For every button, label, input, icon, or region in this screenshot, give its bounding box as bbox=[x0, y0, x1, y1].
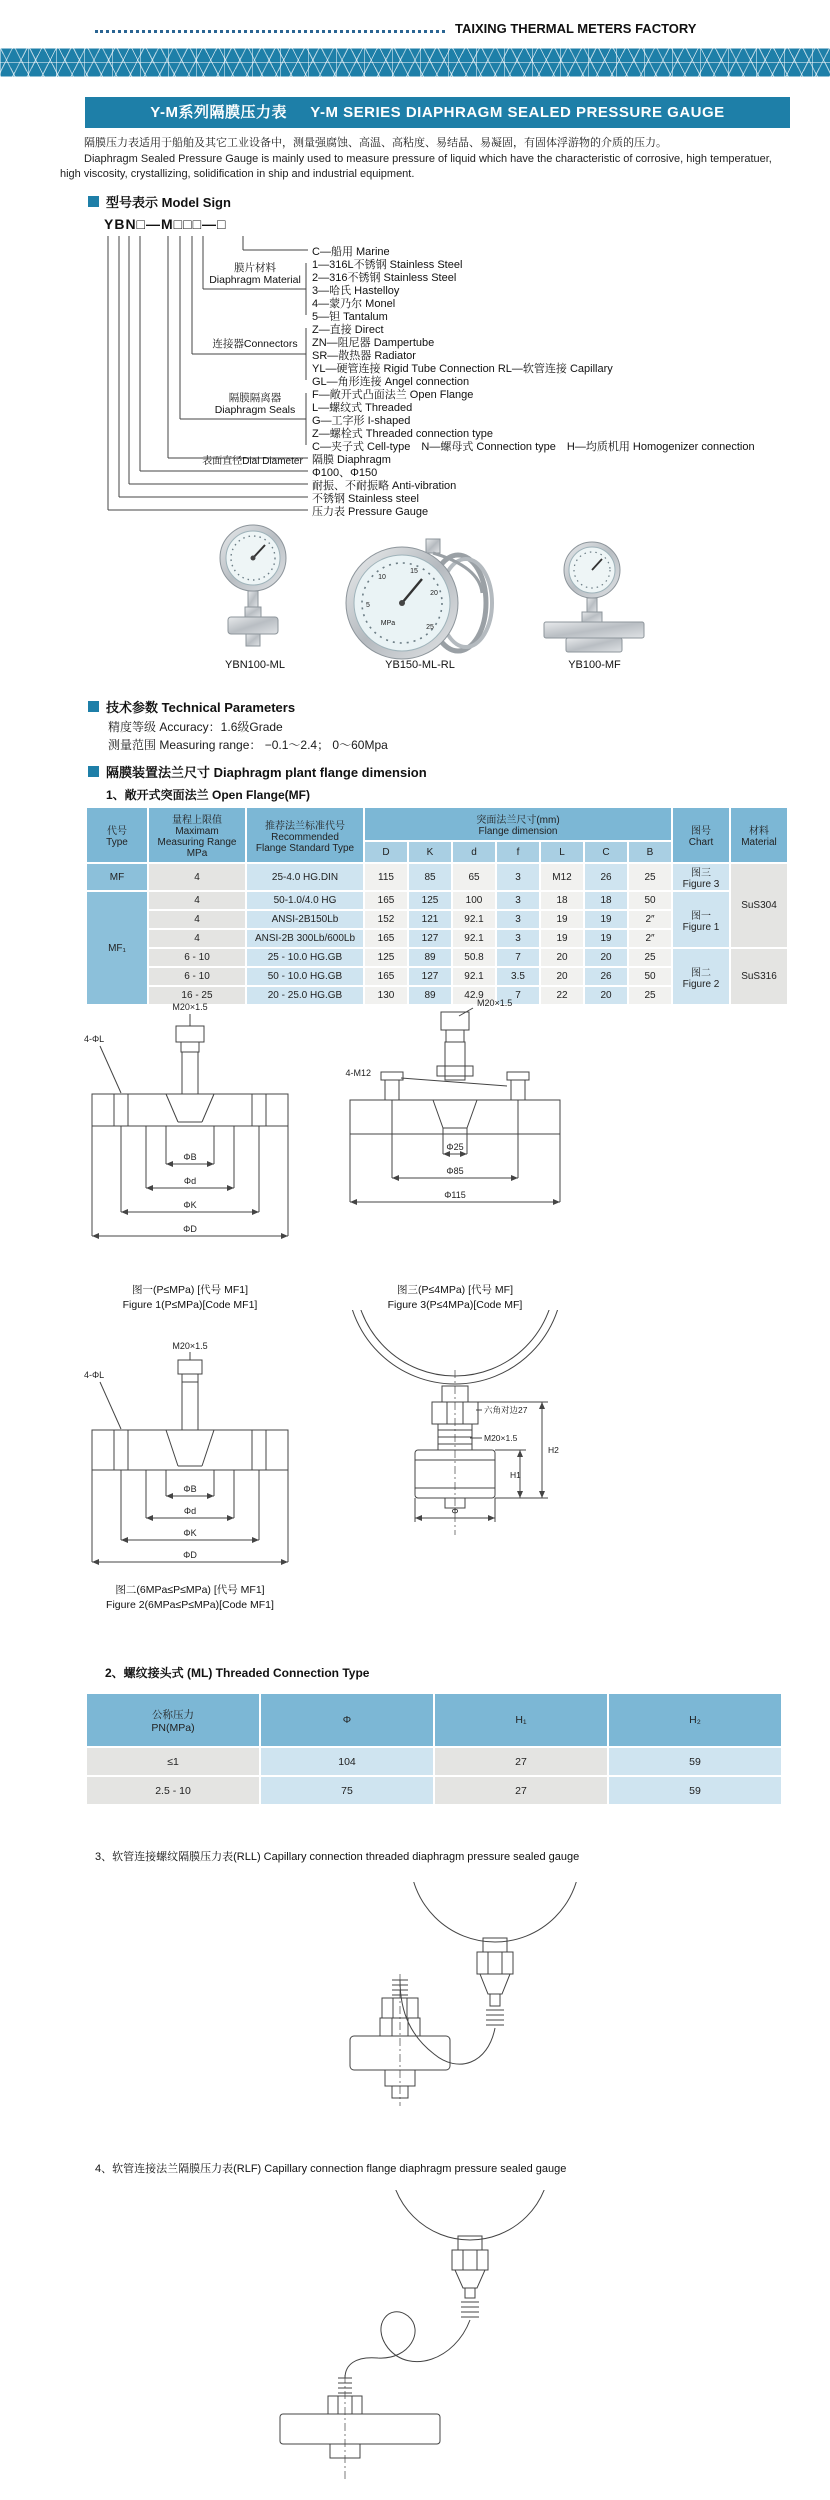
hdr-mat-cn: 材料 bbox=[749, 826, 769, 837]
cell-d: 92.1 bbox=[453, 911, 495, 928]
dim-label-phi: Φ bbox=[451, 1506, 459, 1516]
dial-diameter-label: 表面直径Dial Diameter bbox=[202, 456, 303, 467]
cell-K: 121 bbox=[409, 911, 451, 928]
model-item-diaphragm: 隔膜 Diaphragm bbox=[312, 454, 391, 466]
model-sign-diagram bbox=[60, 212, 820, 542]
intro-cn: 隔膜压力表适用于船舶及其它工业设备中，测量强腐蚀、高温、高粘度、易结晶、易凝固，有固体浮游物的介质的压力。 bbox=[84, 137, 667, 149]
col-header-chart bbox=[673, 808, 729, 862]
gauge-photo-ybn100ml bbox=[195, 523, 315, 663]
figure3-caption-cn: 图三(P≤4MPa) [代号 MF] bbox=[396, 1284, 514, 1296]
table-row bbox=[87, 949, 787, 966]
cell-D: 152 bbox=[365, 911, 407, 928]
flange-subheading: 1、敞开式突面法兰 Open Flange(MF) bbox=[106, 788, 311, 802]
figure1-caption-en: Figure 1(P≤MPa)[Code MF1] bbox=[122, 1299, 258, 1311]
dim-label-m20: M20×1.5 bbox=[484, 1433, 518, 1443]
page-title-cn: Y-M系列隔膜压力表 bbox=[150, 104, 287, 121]
dim-label-4phiL: 4-ΦL bbox=[84, 1370, 105, 1380]
figure2-drawing bbox=[70, 1340, 310, 1580]
hdr-range-en2: Measuring Range bbox=[157, 837, 237, 848]
dim-label-phiB: ΦB bbox=[183, 1484, 197, 1494]
diaphragm-material-label bbox=[205, 262, 305, 286]
cell-K: 125 bbox=[409, 892, 451, 909]
flange-section-heading-text: 隔膜装置法兰尺寸 Diaphragm plant flange dimension bbox=[106, 765, 427, 780]
cell-L: 20 bbox=[541, 949, 583, 966]
cell-range: 4 bbox=[149, 892, 245, 909]
dim-col-B: B bbox=[629, 842, 671, 862]
figure3-caption-en: Figure 3(P≤4MPa)[Code MF] bbox=[387, 1299, 523, 1311]
cell-std: 20 - 25.0 HG.GB bbox=[247, 987, 363, 1004]
cell-f: 3 bbox=[497, 930, 539, 947]
cell-d: 92.1 bbox=[453, 930, 495, 947]
cell-d: 50.8 bbox=[453, 949, 495, 966]
cell-D: 130 bbox=[365, 987, 407, 1004]
ml-cell-h1: 27 bbox=[435, 1748, 607, 1775]
figure2-caption-en: Figure 2(6MPa≤P≤MPa)[Code MF1] bbox=[106, 1599, 274, 1611]
dim-label-phi25: Φ25 bbox=[446, 1142, 464, 1152]
chart1-cn: 图一 bbox=[691, 910, 711, 922]
cell-B: 2″ bbox=[629, 911, 671, 928]
ml-cell-phi: 75 bbox=[261, 1777, 433, 1804]
cell-K: 85 bbox=[409, 864, 451, 890]
ml-cell-h1: 27 bbox=[435, 1777, 607, 1804]
chart-cell bbox=[673, 949, 729, 1004]
cell-D: 125 bbox=[365, 949, 407, 966]
dim-label-h2: H2 bbox=[548, 1445, 559, 1455]
col-header-type bbox=[87, 808, 147, 862]
cell-std: ANSI-2B 300Lb/600Lb bbox=[247, 930, 363, 947]
table-row bbox=[87, 1748, 781, 1775]
hdr-std-cn: 推荐法兰标准代号 bbox=[265, 820, 345, 832]
ml-header-h1: H₁ bbox=[435, 1694, 607, 1746]
cell-K: 89 bbox=[409, 987, 451, 1004]
section-bullet-icon bbox=[88, 701, 99, 712]
material-item: 1—316L不锈钢 Stainless Steel bbox=[312, 259, 463, 271]
chart3-cn: 图三 bbox=[691, 868, 711, 879]
page-title bbox=[85, 97, 790, 128]
tech-params-heading-text: 技术参数 Technical Parameters bbox=[106, 700, 296, 715]
cell-L: 18 bbox=[541, 892, 583, 909]
flange-table bbox=[85, 806, 789, 1006]
connector-item: ZN—阻尼器 Dampertube bbox=[312, 337, 435, 349]
seal-item: C—夹子式 Cell-type N—螺母式 Connection type H—均质机用 Homogenizer connection bbox=[312, 441, 755, 453]
dial-number: 25 bbox=[426, 624, 434, 631]
table-row bbox=[87, 864, 787, 890]
dial-unit: MPa bbox=[380, 620, 396, 627]
figure2-caption bbox=[70, 1583, 310, 1613]
material-cell: SuS316 bbox=[731, 949, 787, 1004]
cell-C: 26 bbox=[585, 864, 627, 890]
cell-f: 3.5 bbox=[497, 968, 539, 985]
chart-cell bbox=[673, 864, 729, 890]
figure3-caption bbox=[315, 1283, 595, 1313]
dim-label-phid: Φd bbox=[183, 1176, 197, 1186]
dim-col-L: L bbox=[541, 842, 583, 862]
cell-C: 20 bbox=[585, 949, 627, 966]
dim-col-d: d bbox=[453, 842, 495, 862]
hdr-dim-cn: 突面法兰尺寸(mm) bbox=[476, 815, 560, 826]
connector-item: Z—直接 Direct bbox=[312, 324, 384, 336]
ml-table bbox=[85, 1692, 783, 1806]
chart-cell bbox=[673, 892, 729, 947]
ml-cell-pn: 2.5 - 10 bbox=[87, 1777, 259, 1804]
cell-f: 3 bbox=[497, 911, 539, 928]
model-item-steel: 不锈钢 Stainless steel bbox=[312, 493, 419, 505]
dim-label-m20: M20×1.5 bbox=[172, 1341, 208, 1351]
dial-number: 5 bbox=[366, 602, 370, 609]
cell-std: 25-4.0 HG.DIN bbox=[247, 864, 363, 890]
figure3-drawing bbox=[315, 988, 595, 1258]
cell-d: 42.9 bbox=[453, 987, 495, 1004]
ml-cell-h2: 59 bbox=[609, 1777, 781, 1804]
col-header-dimension bbox=[365, 808, 671, 840]
cell-std: 50-1.0/4.0 HG bbox=[247, 892, 363, 909]
figure1-drawing bbox=[70, 998, 310, 1258]
gauge-photo-yb150mlrl bbox=[330, 533, 505, 665]
model-sign-heading-text: 型号表示 Model Sign bbox=[106, 195, 231, 210]
chart2-cn: 图二 bbox=[691, 967, 711, 979]
cell-range: 6 - 10 bbox=[149, 949, 245, 966]
material-item: 3—哈氏 Hastelloy bbox=[312, 285, 400, 297]
model-sign-heading bbox=[88, 192, 231, 211]
dim-label-phid: Φd bbox=[183, 1506, 197, 1516]
cell-B: 25 bbox=[629, 949, 671, 966]
cell-D: 115 bbox=[365, 864, 407, 890]
cell-K: 127 bbox=[409, 968, 451, 985]
ml-section-heading: 2、螺纹接头式 (ML) Threaded Connection Type bbox=[105, 1666, 370, 1680]
type-cell: MF₁ bbox=[87, 892, 147, 1004]
hdr-chart-cn: 图号 bbox=[691, 826, 711, 837]
intro-en: Diaphragm Sealed Pressure Gauge is mainly used to measure pressure of liquid which have the characteristic of corrosive, high temperatuer, high viscosity, crystallizing, solidification in ship and industrial equipment. bbox=[60, 153, 772, 180]
hdr-mat-en: Material bbox=[741, 837, 777, 848]
cell-range: 16 - 25 bbox=[149, 987, 245, 1004]
model-item-gauge: 压力表 Pressure Gauge bbox=[312, 506, 429, 518]
dim-label-h1: H1 bbox=[510, 1470, 521, 1480]
cell-d: 65 bbox=[453, 864, 495, 890]
cell-C: 18 bbox=[585, 892, 627, 909]
cell-C: 20 bbox=[585, 987, 627, 1004]
hdr-type-en: Type bbox=[106, 837, 128, 848]
hdr-chart-en: Chart bbox=[688, 837, 714, 848]
cell-range: 6 - 10 bbox=[149, 968, 245, 985]
rlf-drawing bbox=[250, 2190, 550, 2500]
dial-number: 10 bbox=[378, 574, 386, 581]
material-cell: SuS304 bbox=[731, 864, 787, 947]
cell-L: 22 bbox=[541, 987, 583, 1004]
ml-cell-pn: ≤1 bbox=[87, 1748, 259, 1775]
dim-col-C: C bbox=[585, 842, 627, 862]
cell-f: 7 bbox=[497, 987, 539, 1004]
cell-f: 3 bbox=[497, 864, 539, 890]
cell-L: M12 bbox=[541, 864, 583, 890]
diaphragm-seals-label-cn: 隔膜隔离器 bbox=[228, 392, 282, 404]
photo-caption: YBN100-ML bbox=[225, 659, 285, 671]
cell-range: 4 bbox=[149, 930, 245, 947]
cell-B: 50 bbox=[629, 968, 671, 985]
col-header-range bbox=[149, 808, 245, 862]
chart3-en: Figure 3 bbox=[682, 879, 720, 890]
ml-header-h2: H₂ bbox=[609, 1694, 781, 1746]
figure1-caption bbox=[70, 1283, 310, 1313]
cell-std: 50 - 10.0 HG.GB bbox=[247, 968, 363, 985]
cell-D: 165 bbox=[365, 892, 407, 909]
cell-D: 165 bbox=[365, 930, 407, 947]
ml-header-pn-cn: 公称压力 bbox=[152, 1708, 194, 1721]
dim-label-m20: M20×1.5 bbox=[172, 1002, 208, 1012]
col-header-material bbox=[731, 808, 787, 862]
ml-type-drawing bbox=[320, 1310, 590, 1630]
connector-item: YL—硬管连接 Rigid Tube Connection RL—软管连接 Capillary bbox=[312, 363, 613, 375]
diaphragm-seals-label bbox=[205, 392, 305, 416]
range-line: 测量范围 Measuring range： −0.1～2.4； 0～60Mpa bbox=[108, 738, 388, 752]
dim-label-phi115: Φ115 bbox=[444, 1190, 466, 1200]
hdr-std-en1: Recommended bbox=[271, 831, 339, 843]
rll-drawing bbox=[330, 1882, 580, 2142]
cell-B: 25 bbox=[629, 864, 671, 890]
cell-L: 19 bbox=[541, 911, 583, 928]
dim-col-f: f bbox=[497, 842, 539, 862]
flange-section-heading bbox=[88, 762, 427, 781]
connector-item: GL—角形连接 Angel connection bbox=[312, 376, 470, 388]
chart2-en: Figure 2 bbox=[682, 978, 720, 990]
cell-range: 4 bbox=[149, 864, 245, 890]
cell-f: 7 bbox=[497, 949, 539, 966]
dim-label-hex27: 六角对边27 bbox=[484, 1405, 528, 1415]
dim-label-m20: M20×1.5 bbox=[477, 998, 513, 1008]
dim-label-phiK: ΦK bbox=[183, 1528, 197, 1538]
dim-label-phiD: ΦD bbox=[183, 1550, 197, 1560]
model-code: YBN□—M□□□—□ bbox=[104, 216, 227, 232]
cell-std: 25 - 10.0 HG.GB bbox=[247, 949, 363, 966]
dim-label-phi85: Φ85 bbox=[446, 1166, 464, 1176]
diaphragm-seals-label-en: Diaphragm Seals bbox=[214, 404, 296, 416]
col-header-standard bbox=[247, 808, 363, 862]
cell-d: 100 bbox=[453, 892, 495, 909]
table-row bbox=[87, 1777, 781, 1804]
hdr-std-en2: Flange Standard Type bbox=[255, 842, 355, 854]
hdr-type-cn: 代号 bbox=[107, 826, 127, 837]
photo-caption: YB100-MF bbox=[568, 659, 621, 671]
table-row bbox=[87, 892, 787, 909]
hdr-range-cn: 量程上限值 bbox=[172, 815, 222, 826]
dial-number: 20 bbox=[430, 590, 438, 597]
dim-col-K: K bbox=[409, 842, 451, 862]
cell-C: 19 bbox=[585, 930, 627, 947]
page-title-en: Y-M SERIES DIAPHRAGM SEALED PRESSURE GAUGE bbox=[310, 104, 725, 121]
model-item-dial: Φ100、Φ150 bbox=[312, 467, 378, 479]
diaphragm-material-label-cn: 膜片材料 bbox=[234, 262, 276, 274]
cell-B: 25 bbox=[629, 987, 671, 1004]
gauge-photo-yb100mf bbox=[530, 540, 660, 665]
dim-label-phiB: ΦB bbox=[183, 1152, 197, 1162]
cell-C: 26 bbox=[585, 968, 627, 985]
rll-section-heading: 3、软管连接螺纹隔膜压力表(RLL) Capillary connection threaded diaphragm pressure sealed gauge bbox=[95, 1851, 580, 1863]
connector-item: SR—散热器 Radiator bbox=[312, 350, 416, 362]
ml-header-pn bbox=[87, 1694, 259, 1746]
cell-B: 2″ bbox=[629, 930, 671, 947]
ml-cell-phi: 104 bbox=[261, 1748, 433, 1775]
hdr-range-en1: Maximam bbox=[175, 826, 219, 837]
figure2-caption-cn: 图二(6MPa≤P≤MPa) [代号 MF1] bbox=[115, 1584, 265, 1596]
model-item-vibration: 耐振、不耐振略 Anti-vibration bbox=[312, 480, 457, 492]
cell-K: 127 bbox=[409, 930, 451, 947]
rlf-section-heading: 4、软管连接法兰隔膜压力表(RLF) Capillary connection flange diaphragm pressure sealed gauge bbox=[95, 2163, 567, 2175]
photo-caption: YB150-ML-RL bbox=[385, 659, 455, 671]
factory-name: TAIXING THERMAL METERS FACTORY bbox=[455, 21, 697, 36]
tech-params-heading bbox=[88, 697, 295, 716]
cell-d: 92.1 bbox=[453, 968, 495, 985]
cell-std: ANSI-2B150Lb bbox=[247, 911, 363, 928]
connectors-label: 连接器Connectors bbox=[212, 338, 298, 350]
type-cell: MF bbox=[87, 864, 147, 890]
dim-label-phiK: ΦK bbox=[183, 1200, 197, 1210]
ml-header-pn-en: PN(MPa) bbox=[151, 1721, 195, 1734]
cell-C: 19 bbox=[585, 911, 627, 928]
material-item: 5—钽 Tantalum bbox=[312, 311, 388, 323]
seal-item: F—敞开式凸面法兰 Open Flange bbox=[312, 389, 474, 401]
cell-D: 165 bbox=[365, 968, 407, 985]
dial-number: 15 bbox=[410, 568, 418, 575]
material-item: 4—蒙乃尔 Monel bbox=[312, 298, 396, 310]
accuracy-line: 精度等级 Accuracy：1.6级Grade bbox=[108, 720, 283, 734]
cell-f: 3 bbox=[497, 892, 539, 909]
figure1-caption-cn: 图一(P≤MPa) [代号 MF1] bbox=[131, 1284, 249, 1296]
cell-L: 20 bbox=[541, 968, 583, 985]
section-bullet-icon bbox=[88, 766, 99, 777]
seal-item: G—工字形 I-shaped bbox=[312, 415, 411, 427]
dim-label-4phiL: 4-ΦL bbox=[84, 1034, 105, 1044]
material-item: 2—316不锈钢 Stainless Steel bbox=[312, 272, 457, 284]
diaphragm-material-label-en: Diaphragm Material bbox=[209, 274, 301, 286]
dim-col-D: D bbox=[365, 842, 407, 862]
cell-range: 4 bbox=[149, 911, 245, 928]
lattice-banner bbox=[0, 48, 830, 77]
ml-cell-h2: 59 bbox=[609, 1748, 781, 1775]
dim-label-phiD: ΦD bbox=[183, 1224, 197, 1234]
model-item-marine: C—船用 Marine bbox=[312, 246, 390, 258]
chart1-en: Figure 1 bbox=[682, 921, 720, 933]
dim-label-4m12: 4-M12 bbox=[345, 1068, 371, 1078]
hdr-dim-en: Flange dimension bbox=[478, 826, 558, 837]
cell-K: 89 bbox=[409, 949, 451, 966]
section-bullet-icon bbox=[88, 196, 99, 207]
cell-B: 50 bbox=[629, 892, 671, 909]
hdr-range-en3: MPa bbox=[186, 848, 208, 859]
dotted-rule bbox=[95, 30, 445, 33]
ml-header-phi: Φ bbox=[261, 1694, 433, 1746]
seal-item: Z—螺栓式 Threaded connection type bbox=[312, 428, 493, 440]
seal-item: L—螺纹式 Threaded bbox=[312, 402, 413, 414]
cell-L: 19 bbox=[541, 930, 583, 947]
